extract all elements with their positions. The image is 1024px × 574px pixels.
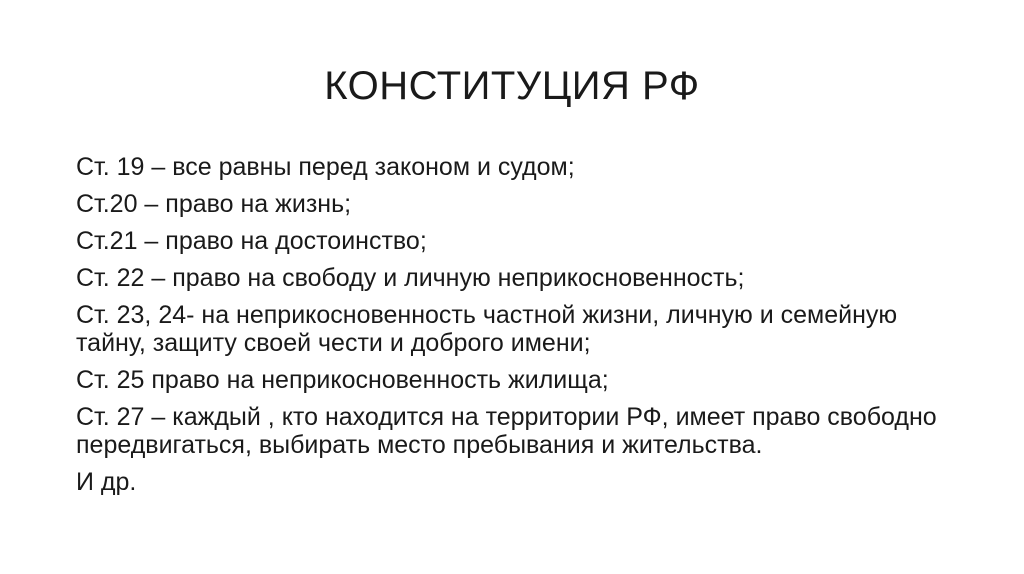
slide-title: КОНСТИТУЦИЯ РФ bbox=[324, 64, 700, 108]
list-item: Ст.20 – право на жизнь; bbox=[76, 190, 352, 218]
list-item: Ст. 22 – право на свободу и личную неприкосновенность; bbox=[76, 264, 745, 292]
list-item: Ст. 23, 24- на неприкосновенность частной жизни, личную и семейную тайну, защиту своей чести и доброго имени; bbox=[76, 301, 898, 357]
list-item: Ст. 25 право на неприкосновенность жилища; bbox=[76, 366, 609, 394]
list-item: Ст. 19 – все равны перед законом и судом; bbox=[76, 153, 575, 181]
list-item: Ст.21 – право на достоинство; bbox=[76, 227, 427, 255]
list-item: И др. bbox=[76, 468, 137, 496]
article-list bbox=[76, 153, 956, 505]
list-item: Ст. 27 – каждый , кто находится на территории РФ, имеет право свободно передвигаться, выбирать место пребывания и жительства. bbox=[76, 403, 937, 459]
